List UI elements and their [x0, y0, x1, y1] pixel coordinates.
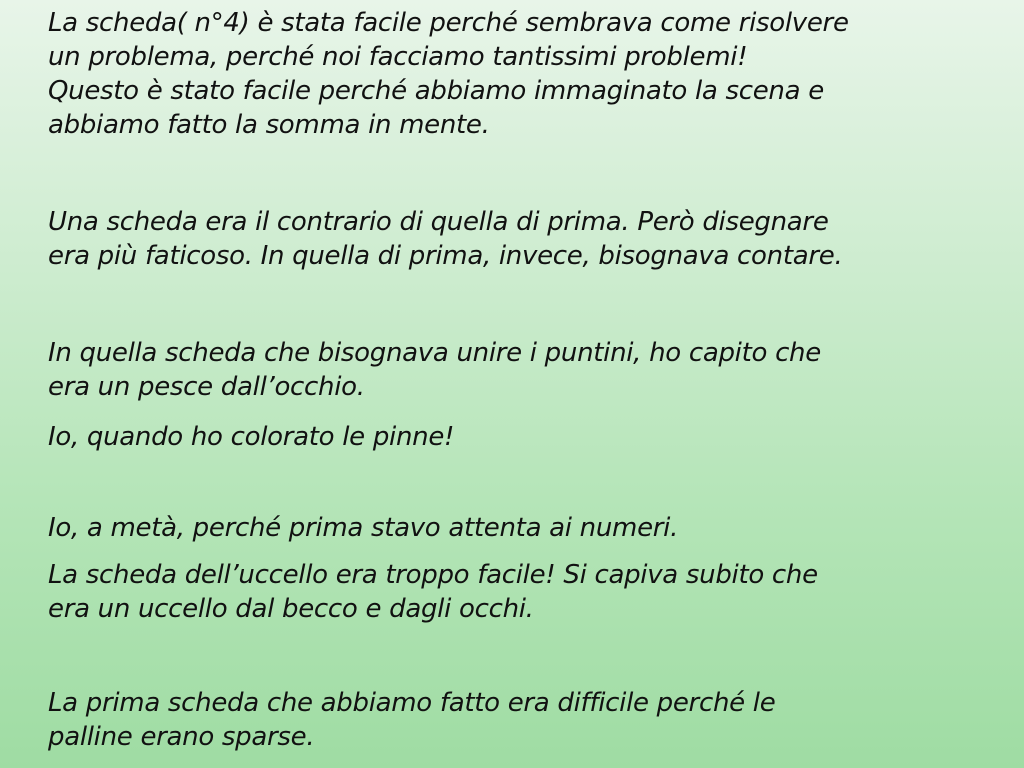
- paragraph-scheda-puntini: In quella scheda che bisognava unire i puntini, ho capito che era un pesce dall’occhio.: [48, 338, 821, 402]
- paragraph-pinne: Io, quando ho colorato le pinne!: [48, 422, 455, 452]
- paragraph-prima-scheda: La prima scheda che abbiamo fatto era difficile perché le palline erano sparse.: [48, 688, 776, 752]
- paragraph-scheda-contrario: Una scheda era il contrario di quella di prima. Però disegnare era più faticoso. In quella di prima, invece, bisognava contare.: [48, 207, 843, 271]
- paragraph-meta: Io, a metà, perché prima stavo attenta ai numeri.: [48, 513, 679, 543]
- paragraph-scheda-4: La scheda( n°4) è stata facile perché sembrava come risolvere un problema, perché noi facciamo tantissimi problemi! Questo è stato facile perché abbiamo immaginato la scena e abbiamo fatto la somma in mente.: [48, 8, 849, 140]
- paragraph-scheda-uccello: La scheda dell’uccello era troppo facile! Si capiva subito che era un uccello dal becco e dagli occhi.: [48, 560, 818, 624]
